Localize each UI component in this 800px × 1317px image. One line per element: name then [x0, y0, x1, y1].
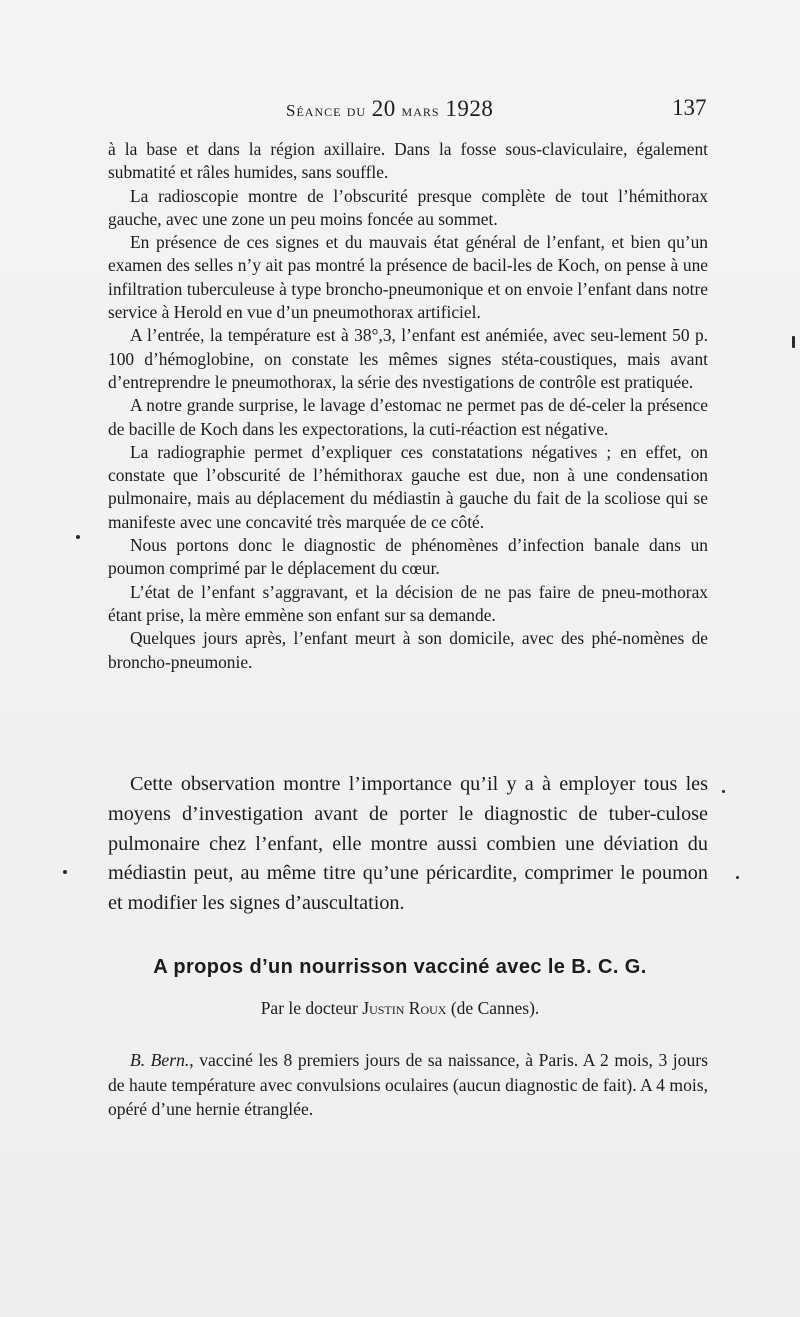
session-month: mars [401, 101, 440, 120]
print-speck [736, 876, 739, 879]
patient-name: B. Bern. [130, 1050, 190, 1070]
case-description: , vacciné les 8 premiers jours de sa naissance, à Paris. A 2 mois, 3 jours de haute température avec convulsions oculaires (aucun diagnostic de fait). A 4 mois, opéré d’une hernie étranglée. [108, 1050, 708, 1119]
paragraph-gastric-lavage: A notre grande surprise, le lavage d’estomac ne permet pas de dé-celer la présence de bacille de Koch dans les expectorations, la cuti-réaction est négative. [108, 395, 708, 439]
page-number: 137 [672, 95, 707, 120]
session-year: 1928 [445, 96, 494, 121]
print-speck [63, 870, 67, 874]
print-speck [792, 336, 795, 348]
print-speck [76, 535, 80, 539]
session-day: 20 [371, 96, 396, 121]
paragraph-radioscopy: La radioscopie montre de l’obscurité presque complète de tout l’hémithorax gauche, avec une zone un peu moins foncée au sommet. [108, 185, 708, 229]
paragraph-worsening: L’état de l’enfant s’aggravant, et la décision de ne pas faire de pneu-mothorax étant prise, la mère emmène son enfant sur sa demande. [108, 581, 708, 625]
paragraph-admission: A l’entrée, la température est à 38°,3, l’enfant est anémiée, avec seu-lement 50 p. 100 d’hémoglobine, on constate les mêmes signes stéta-coustiques, mais avant d’entreprendre le pneumothorax, la série des nvestigations de contrôle est pratiquée. [108, 325, 708, 392]
paragraph-presumed-diagnosis: En présence de ces signes et du mauvais état général de l’enfant, et bien qu’un examen des selles n’y ait pas montré la présence de bacil-les de Koch, on pense à une infiltration tuberculeuse à type broncho-pneumonique et on envoie l’enfant dans notre service à Herold en vue d’un pneumothorax artificiel. [108, 232, 708, 323]
running-title [286, 96, 493, 122]
author-name: Justin Roux [362, 998, 447, 1018]
byline-prefix: Par le docteur [260, 998, 358, 1018]
paragraph-outcome: Quelques jours après, l’enfant meurt à son domicile, avec des phé-nomènes de broncho-pneumonie. [108, 628, 708, 672]
byline-suffix: (de Cannes). [450, 998, 540, 1018]
case-paragraph [108, 1048, 708, 1122]
conclusion-paragraph: Cette observation montre l’importance qu’il y a à employer tous les moyens d’investigation avant de porter le diagnostic de tuber-culose pulmonaire chez l’enfant, elle montre aussi combien une déviation du médiastin peut, au même titre qu’une péricardite, comprimer le poumon et modifier les signes d’auscultation. [108, 773, 708, 915]
paragraph-continuation: à la base et dans la région axillaire. Dans la fosse sous-claviculaire, également submatité et râles humides, sans souffle. [108, 139, 708, 183]
seance-label: Séance du [286, 101, 367, 120]
print-speck [722, 790, 725, 793]
article-byline [0, 998, 800, 1019]
paragraph-radiography: La radiographie permet d’expliquer ces constatations négatives ; en effet, on constate que l’obscurité de l’hémithorax gauche est due, non à une condensation pulmonaire, mais au déplacement du médiastin à gauche du fait de la scoliose qui se manifeste avec une concavité très marquée de ce côté. [108, 441, 708, 532]
case-report-body [108, 138, 708, 674]
running-head [0, 96, 800, 126]
article-title: A propos d’un nourrisson vacciné avec le B. C. G. [153, 956, 647, 978]
paragraph-diagnosis: Nous portons donc le diagnostic de phénomènes d’infection banale dans un poumon comprimé par le déplacement du cœur. [108, 535, 708, 579]
